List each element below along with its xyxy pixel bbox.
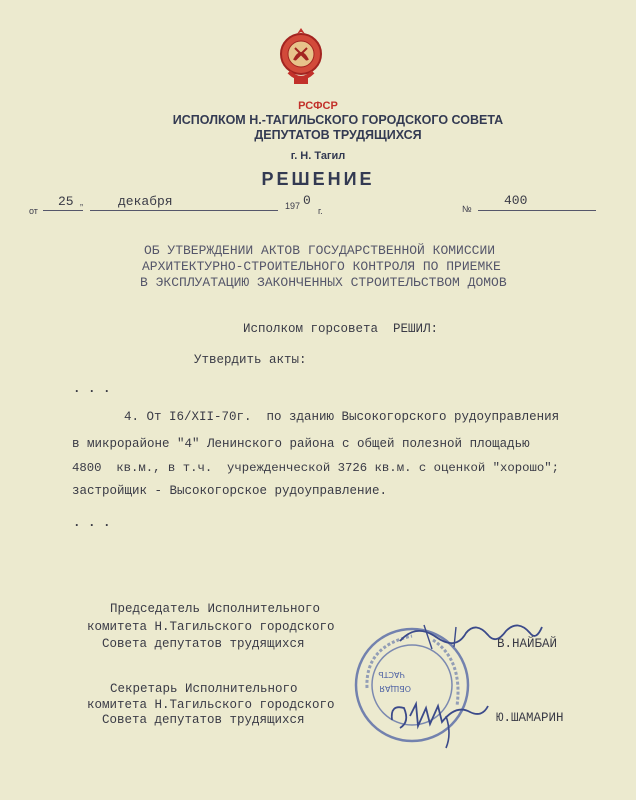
approve-line: Утвердить акты: [194, 353, 307, 367]
document-title: РЕШЕНИЕ [261, 169, 375, 189]
secretary-name: Ю.ШАМАРИН [496, 711, 564, 725]
secretary-title-line2: комитета Н.Тагильского городского [87, 698, 335, 712]
number-underline [478, 210, 596, 211]
decided-line: Исполком горсовета РЕШИЛ: [243, 322, 439, 336]
chair-name: В.НАЙБАЙ [497, 637, 558, 651]
chair-signature [396, 615, 546, 653]
subject-line-1: ОБ УТВЕРЖДЕНИИ АКТОВ ГОСУДАРСТВЕННОЙ КОМИССИИ [144, 243, 496, 258]
chair-title-line1: Председатель Исполнительного [110, 602, 321, 616]
subject-line-2: АРХИТЕКТУРНО-СТРОИТЕЛЬНОГО КОНТРОЛЯ ПО ПРИЕМКЕ [142, 259, 501, 274]
secretary-signature [386, 686, 492, 752]
date-year-prefix: 197 [285, 201, 301, 211]
date-day-suffix: „ [80, 197, 83, 207]
rsfsr-emblem-icon [277, 26, 325, 92]
number-label: № [462, 204, 472, 214]
secretary-title-line3: Совета депутатов трудящихся [102, 713, 305, 727]
chair-title-line3: Совета депутатов трудящихся [102, 637, 305, 651]
item-line-2: в микрорайоне "4" Ленинского района с общей полезной площадью [72, 437, 530, 451]
city-label: г. Н. Тагил [290, 150, 346, 162]
stamp-text-bottom: ОБЩАЯ [379, 684, 411, 693]
date-year-suffix: г. [318, 206, 323, 216]
republic-label: РСФСР [298, 100, 338, 112]
item-line-3: 4800 кв.м., в т.ч. учрежденческой 3726 кв.м. с оценкой "хорошо"; [72, 461, 560, 475]
date-day-underline [43, 210, 83, 211]
org-name-line1: ИСПОЛКОМ Н.-ТАГИЛЬСКОГО ГОРОДСКОГО СОВЕТА [172, 113, 504, 127]
date-day: 25 [58, 194, 74, 209]
item-line-4: застройщик - Высокогорское рудоуправление. [72, 484, 388, 498]
date-month-underline [90, 210, 278, 211]
subject-line-3: В ЭКСПЛУАТАЦИЮ ЗАКОНЧЕННЫХ СТРОИТЕЛЬСТВОМ ДОМОВ [140, 275, 507, 290]
decision-number: 400 [504, 193, 528, 208]
ellipsis-bottom: . . . [73, 516, 111, 530]
org-name-line2: ДЕПУТАТОВ ТРУДЯЩИХСЯ [254, 128, 422, 142]
date-from-label: от [29, 206, 38, 216]
item-line-1: 4. От I6/XII-70г. по зданию Высокогорского рудоуправления [124, 410, 560, 424]
date-month: декабря [118, 194, 173, 209]
stamp-text-top: ЧАСТЬ [378, 670, 405, 679]
date-year-digit: 0 [303, 193, 311, 208]
chair-title-line2: комитета Н.Тагильского городского [87, 620, 335, 634]
ellipsis-top: . . . [73, 382, 111, 396]
secretary-title-line1: Секретарь Исполнительного [110, 682, 298, 696]
